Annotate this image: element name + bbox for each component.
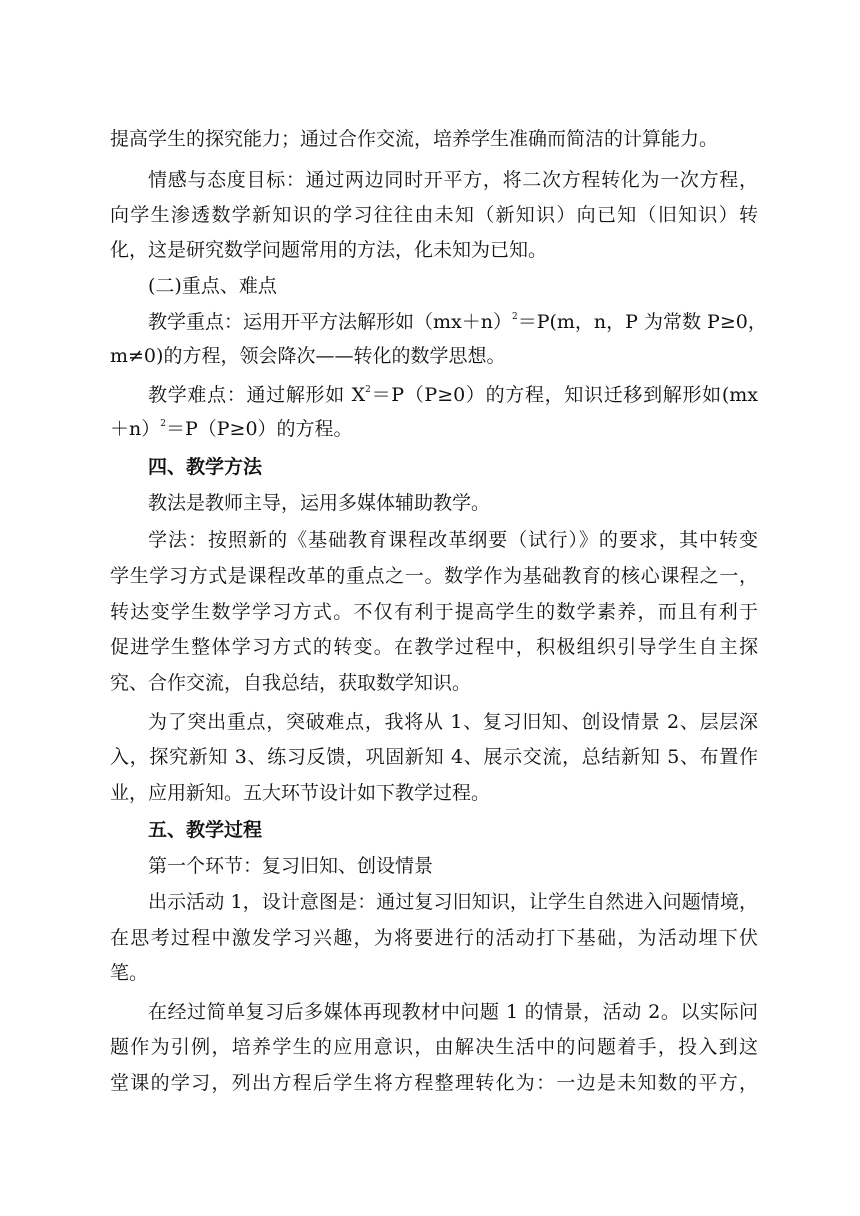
paragraph-line (148, 307, 767, 337)
superscript: 2 (365, 385, 371, 395)
paragraph-line: 教法是教师主导，运用多媒体辅助教学。 (148, 492, 491, 514)
paragraph-line: 为了突出重点，突破难点，我将从 1、复习旧知、创设情景 2、层层深 (148, 711, 758, 733)
line-text: 教学重点：运用开平方法解形如（mx＋n） (148, 311, 512, 333)
paragraph-line: 情感与态度目标：通过两边同时开平方，将二次方程转化为一次方程， (148, 169, 758, 191)
superscript: 2 (160, 419, 166, 429)
paragraph-line: 业，应用新知。五大环节设计如下教学过程。 (110, 782, 491, 804)
section-heading: 四、教学方法 (148, 456, 263, 478)
paragraph-line: 笔。 (110, 962, 149, 984)
paragraph-line (110, 414, 758, 444)
paragraph-line: 第一个环节：复习旧知、创设情景 (148, 855, 434, 877)
paragraph-line (148, 380, 758, 410)
paragraph-line: 究、合作交流，自我总结，获取数学知识。 (110, 672, 472, 694)
paragraph-line: 入，探究新知 3、练习反馈，巩固新知 4、展示交流，总结新知 5、布置作 (110, 746, 758, 768)
section-heading: 五、教学过程 (148, 819, 263, 841)
line-text: 教学难点：通过解形如 X (148, 384, 366, 406)
paragraph-line: 题作为引例，培养学生的应用意识，由解决生活中的问题着手，投入到这 (110, 1036, 758, 1058)
paragraph-line: 提高学生的探究能力；通过合作交流，培养学生准确而简洁的计算能力。 (110, 128, 719, 150)
paragraph-line: 出示活动 1，设计意图是：通过复习旧知识，让学生自然进入问题情境， (148, 891, 758, 913)
paragraph-line: 转达变学生数学学习方式。不仅有利于提高学生的数学素养，而且有利于 (110, 601, 758, 623)
paragraph-line: 促进学生整体学习方式的转变。在教学过程中，积极组织引导学生自主探 (110, 636, 758, 658)
paragraph-line: 学法：按照新的《基础教育课程改革纲要（试行）》的要求，其中转变 (148, 529, 758, 551)
paragraph-line: 堂课的学习，列出方程后学生将方程整理转化为：一边是未知数的平方， (110, 1072, 758, 1094)
line-text: ＝P（P≥0）的方程，知识迁移到解形如(mx (370, 384, 758, 406)
paragraph-line: 学生学习方式是课程改革的重点之一。数学作为基础教育的核心课程之一， (110, 565, 758, 587)
paragraph-line: m≠0)的方程，领会降次——转化的数学思想。 (110, 345, 506, 367)
superscript: 2 (511, 312, 518, 322)
paragraph-line: 在经过简单复习后多媒体再现教材中问题 1 的情景，活动 2。以实际问 (148, 1001, 758, 1023)
paragraph-line: 向学生渗透数学新知识的学习往往由未知（新知识）向已知（旧知识）转 (110, 204, 758, 226)
line-text: ＝P(m，n，P 为常数 P≥0， (517, 311, 767, 333)
line-text: ＋n） (110, 418, 161, 440)
line-text: ＝P（P≥0）的方程。 (165, 418, 353, 440)
paragraph-line: 化，这是研究数学问题常用的方法，化未知为已知。 (110, 239, 548, 261)
section-heading: (二)重点、难点 (148, 275, 277, 297)
paragraph-line: 在思考过程中激发学习兴趣，为将要进行的活动打下基础，为活动埋下伏 (110, 927, 758, 949)
